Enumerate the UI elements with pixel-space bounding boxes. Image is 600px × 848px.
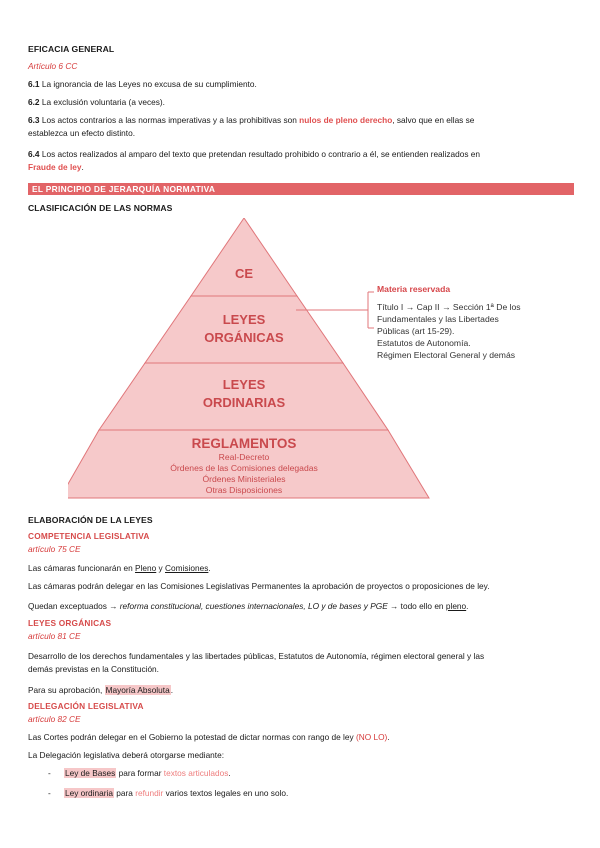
materia-title: Materia reservada xyxy=(377,284,451,294)
pyramid-label-lord-2: ORDINARIAS xyxy=(202,395,286,410)
pyramid-tier-ce xyxy=(191,218,297,296)
text-6-3-a: Los actos contrarios a las normas imperativas y a las prohibitivas son xyxy=(39,115,300,125)
link-comisiones: Comisiones xyxy=(165,563,209,573)
materia-line-1: Título I → Cap II → Sección 1ª De los xyxy=(377,302,521,312)
highlight-fraude: Fraude de ley xyxy=(28,162,82,172)
materia-line-2: Fundamentales y las Libertades xyxy=(377,314,499,324)
pyramid-label-lo-1: LEYES xyxy=(222,312,266,327)
arrow-icon: → xyxy=(390,601,399,611)
section-banner-jerarquia: EL PRINCIPIO DE JERARQUÍA NORMATIVA xyxy=(28,183,574,195)
num-6-4: 6.4 xyxy=(28,149,40,159)
num-6-1: 6.1 xyxy=(28,79,40,89)
paragraph-lo-aprobacion xyxy=(28,684,173,697)
paragraph-exceptuados xyxy=(28,600,576,613)
subsection-leyes-organicas: LEYES ORGÁNICAS xyxy=(28,618,112,628)
materia-line-5: Régimen Electoral General y demás xyxy=(377,350,516,360)
pyramid-diagram xyxy=(68,218,568,504)
link-pleno: Pleno xyxy=(135,563,157,573)
text-lo-1b: demás previstas en la Constitución. xyxy=(28,664,159,674)
text-del-end: . xyxy=(387,732,390,742)
subsection-competencia: COMPETENCIA LEGISLATIVA xyxy=(28,531,150,541)
pyramid-label-lo-2: ORGÁNICAS xyxy=(204,330,284,345)
text-b1-mid: para formar xyxy=(116,768,164,778)
article-ref-75ce: artículo 75 CE xyxy=(28,544,81,554)
arrow-icon: → xyxy=(109,601,118,611)
text-6-3-c: establezca un efecto distinto. xyxy=(28,128,136,138)
text-6-3-b: , salvo que en ellas se xyxy=(392,115,475,125)
pyramid-label-lord-1: LEYES xyxy=(222,377,266,392)
paragraph-camaras-delegar: Las cámaras podrán delegar en las Comisiones Legislativas Permanentes la aprobación de proyectos o proposiciones de ley. xyxy=(28,581,490,591)
highlight-ley-bases: Ley de Bases xyxy=(65,768,116,778)
text-del-a: Las Cortes podrán delegar en el Gobierno la potestad de dictar normas con rango de ley xyxy=(28,732,356,742)
paragraph-delegacion-mediante: La Delegación legislativa deberá otorgarse mediante: xyxy=(28,750,225,760)
section-title-clasificacion: CLASIFICACIÓN DE LAS NORMAS xyxy=(28,203,173,213)
text-end: . xyxy=(208,563,211,573)
text-exceptuados-b: todo ello en xyxy=(398,601,446,611)
list-item-ley-ordinaria xyxy=(64,787,288,800)
highlight-refundir: refundir xyxy=(135,788,164,798)
bullet-dash: - xyxy=(48,788,51,798)
num-6-3: 6.3 xyxy=(28,115,40,125)
article-ref-81ce: artículo 81 CE xyxy=(28,631,81,641)
text-lo-1: Desarrollo de los derechos fundamentales y las libertades públicas, Estatutos de Autonomía, régimen electoral general y las xyxy=(28,651,485,661)
section-title-elaboracion: ELABORACIÓN DE LA LEYES xyxy=(28,515,153,525)
materia-line-3: Públicas (art 15-29). xyxy=(377,326,455,336)
article-ref-82ce: artículo 82 CE xyxy=(28,714,81,724)
paragraph-camaras-funcionan xyxy=(28,562,211,575)
text-lo-aprob-a: Para su aprobación, xyxy=(28,685,105,695)
pyramid-label-ce: CE xyxy=(234,266,254,281)
link-pleno-2: pleno xyxy=(445,601,467,611)
text-exceptuados-a: Quedan exceptuados xyxy=(28,601,110,611)
pyramid-reg-item-1: Real-Decreto xyxy=(218,452,270,462)
paragraph-6-2 xyxy=(28,96,573,109)
highlight-no-lo: (NO LO) xyxy=(355,732,388,742)
text-exceptuados-list: reforma constitucional, cuestiones internacionales, LO y de bases y PGE xyxy=(117,601,391,611)
list-item-ley-bases xyxy=(64,767,231,780)
pyramid-reg-item-2: Órdenes de las Comisiones delegadas xyxy=(170,463,318,473)
text-camaras-a: Las cámaras funcionarán en xyxy=(28,563,136,573)
text-6-1: La ignorancia de las Leyes no excusa de su cumplimiento. xyxy=(39,79,257,89)
text-b2-mid: para xyxy=(113,788,136,798)
pyramid-label-reglamentos: REGLAMENTOS xyxy=(191,436,297,451)
text-b2-end: varios textos legales en uno solo. xyxy=(163,788,289,798)
paragraph-6-3 xyxy=(28,114,576,140)
text-lo-aprob-end: . xyxy=(170,685,173,695)
pyramid-reg-item-3: Órdenes Ministeriales xyxy=(202,474,286,484)
text-6-4-end: . xyxy=(81,162,84,172)
highlight-mayoria-absoluta: Mayoría Absoluta xyxy=(105,685,170,695)
subsection-delegacion: DELEGACIÓN LEGISLATIVA xyxy=(28,701,144,711)
num-6-2: 6.2 xyxy=(28,97,40,107)
paragraph-6-4 xyxy=(28,148,576,174)
pyramid-reg-item-4: Otras Disposiciones xyxy=(205,485,283,495)
highlight-textos-articulados: textos articulados xyxy=(163,768,229,778)
text-6-2: La exclusión voluntaria (a veces). xyxy=(39,97,165,107)
text-exceptuados-end: . xyxy=(466,601,469,611)
text-y: y xyxy=(156,563,166,573)
paragraph-cortes-delegar xyxy=(28,731,390,744)
article-ref-6cc: Artículo 6 CC xyxy=(28,61,78,71)
paragraph-lo-desarrollo xyxy=(28,650,576,676)
bullet-dash: - xyxy=(48,768,51,778)
highlight-nulos: nulos de pleno derecho xyxy=(299,115,393,125)
text-6-4-a: Los actos realizados al amparo del texto que pretendan resultado prohibido o contrario a él, se entienden realizados en xyxy=(39,149,481,159)
text-b1-end: . xyxy=(228,768,231,778)
paragraph-6-1 xyxy=(28,78,573,91)
highlight-ley-ordinaria: Ley ordinaria xyxy=(65,788,113,798)
materia-line-4: Estatutos de Autonomía. xyxy=(377,338,471,348)
section-title-eficacia: EFICACIA GENERAL xyxy=(28,44,115,54)
